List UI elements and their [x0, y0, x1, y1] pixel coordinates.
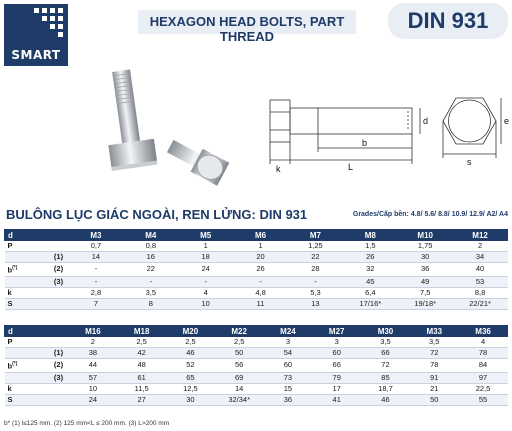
dim-s-label: s	[467, 157, 472, 167]
table-cell: 42	[117, 348, 166, 359]
header-cell: d	[5, 326, 49, 337]
row-label: b(*)	[5, 263, 49, 277]
row-label: S	[5, 298, 49, 309]
table-cell: 69	[215, 372, 264, 383]
table-cell: 55	[459, 394, 508, 405]
footnote: b* (1) l≤125 mm. (2) 125 mm<L ≤ 200 mm. (3) L>200 mm	[4, 420, 170, 427]
table-header-row	[5, 230, 508, 241]
row-sub-label: (1)	[49, 348, 69, 359]
table-cell: 40	[453, 263, 508, 277]
table-cell: 3	[312, 337, 361, 348]
table-cell: 22	[123, 263, 178, 277]
row-sub-label	[49, 394, 69, 405]
table-cell: 18	[178, 252, 233, 263]
table-cell: -	[233, 276, 288, 287]
header-cell: M36	[459, 326, 508, 337]
table-row	[5, 276, 508, 287]
row-sub-label	[49, 241, 69, 252]
table-cell: 8	[123, 298, 178, 309]
row-sub-label: (3)	[49, 372, 69, 383]
table-cell: 45	[343, 276, 398, 287]
row-label	[5, 348, 49, 359]
table-cell: 38	[69, 348, 118, 359]
header-cell: M3	[69, 230, 124, 241]
table-cell: 1,75	[398, 241, 453, 252]
table-cell: 21	[410, 383, 459, 394]
dim-L-label: L	[348, 162, 354, 172]
table-cell: 73	[264, 372, 313, 383]
table-cell: 1,5	[343, 241, 398, 252]
brand-name: SMART	[11, 48, 61, 62]
row-label	[5, 252, 49, 263]
header-cell: M22	[215, 326, 264, 337]
table-cell: 26	[343, 252, 398, 263]
table-cell: 26	[233, 263, 288, 277]
table-cell: 2,5	[117, 337, 166, 348]
table-cell: 46	[361, 394, 410, 405]
dim-k-label: k	[276, 164, 281, 174]
table-cell: 61	[117, 372, 166, 383]
header-cell: M33	[410, 326, 459, 337]
row-sub-label: (2)	[49, 263, 69, 277]
table-cell: 7,5	[398, 287, 453, 298]
row-label: P	[5, 337, 49, 348]
table-cell: 84	[459, 359, 508, 373]
header-cell	[49, 230, 69, 241]
table-cell: 78	[459, 348, 508, 359]
table-cell: 60	[312, 348, 361, 359]
row-label	[5, 372, 49, 383]
table-row	[5, 359, 508, 373]
product-title-bar	[138, 10, 356, 44]
header-cell: M27	[312, 326, 361, 337]
table-cell: 50	[410, 394, 459, 405]
row-label: k	[5, 383, 49, 394]
row-label: b(*)	[5, 359, 49, 373]
table-cell: 32	[343, 263, 398, 277]
standard-label: DIN 931	[407, 8, 489, 33]
table-cell: 79	[312, 372, 361, 383]
table-cell: 66	[361, 348, 410, 359]
standard-badge	[388, 3, 508, 39]
table-cell: 0,7	[69, 241, 124, 252]
table-cell: 6,4	[343, 287, 398, 298]
table-cell: 10	[178, 298, 233, 309]
row-sub-label	[49, 383, 69, 394]
table-row	[5, 252, 508, 263]
table-cell: 72	[361, 359, 410, 373]
table-cell: -	[69, 263, 124, 277]
table-cell: -	[178, 276, 233, 287]
smart-logo	[4, 4, 68, 66]
row-label: P	[5, 241, 49, 252]
table-cell: 36	[264, 394, 313, 405]
table-cell: 4	[459, 337, 508, 348]
header-cell: M5	[178, 230, 233, 241]
header-cell: d	[5, 230, 49, 241]
table-cell: 22,5	[459, 383, 508, 394]
table-cell: 48	[117, 359, 166, 373]
table-cell: 12,5	[166, 383, 215, 394]
table-cell: 11	[233, 298, 288, 309]
table-cell: 36	[398, 263, 453, 277]
table-cell: 56	[215, 359, 264, 373]
table-cell: 72	[410, 348, 459, 359]
table-cell: 17/16*	[343, 298, 398, 309]
table-cell: 24	[69, 394, 118, 405]
table-cell: 2	[453, 241, 508, 252]
table-cell: 4	[178, 287, 233, 298]
header-cell: M12	[453, 230, 508, 241]
section-title: BULÔNG LỤC GIÁC NGOÀI, REN LỬNG: DIN 931	[6, 207, 308, 222]
header-cell: M8	[343, 230, 398, 241]
dim-b-label: b	[362, 138, 368, 148]
header-cell: M6	[233, 230, 288, 241]
table-cell: 5,3	[288, 287, 343, 298]
table-cell: 27	[117, 394, 166, 405]
table-cell: 91	[410, 372, 459, 383]
table-cell: 30	[398, 252, 453, 263]
header-cell: M18	[117, 326, 166, 337]
row-sub-label: (2)	[49, 359, 69, 373]
table-cell: 19/18*	[398, 298, 453, 309]
table-cell: 41	[312, 394, 361, 405]
table-cell: 8,8	[453, 287, 508, 298]
grades-note: Grades/Cấp bền: 4.8/ 5.6/ 8.8/ 10.9/ 12.9/ A2/ A4	[352, 211, 508, 218]
table-cell: 7	[69, 298, 124, 309]
table-cell: 2	[69, 337, 118, 348]
header-cell: M30	[361, 326, 410, 337]
table-cell: -	[123, 276, 178, 287]
table-header-row	[5, 326, 508, 337]
table-cell: 10	[69, 383, 118, 394]
table-cell: 3	[264, 337, 313, 348]
table-cell: 20	[233, 252, 288, 263]
table-cell: 14	[69, 252, 124, 263]
table-cell: 0,8	[123, 241, 178, 252]
header-cell: M10	[398, 230, 453, 241]
header-cell: M4	[123, 230, 178, 241]
table-cell: 16	[123, 252, 178, 263]
row-label-sup: (*)	[12, 265, 18, 271]
table-cell: 2,8	[69, 287, 124, 298]
row-sub-label	[49, 337, 69, 348]
table-row	[5, 372, 508, 383]
header-cell: M7	[288, 230, 343, 241]
table-cell: 2,5	[215, 337, 264, 348]
table-row	[5, 241, 508, 252]
table-row	[5, 383, 508, 394]
table-cell: 34	[453, 252, 508, 263]
table-cell: 1,25	[288, 241, 343, 252]
dim-e-label: e	[504, 116, 510, 126]
table-cell: 1	[178, 241, 233, 252]
header-cell: M16	[69, 326, 118, 337]
table-cell: 28	[288, 263, 343, 277]
table-cell: 65	[166, 372, 215, 383]
table-row	[5, 394, 508, 405]
table-cell: 57	[69, 372, 118, 383]
table-cell: 3,5	[123, 287, 178, 298]
header-cell: M20	[166, 326, 215, 337]
table-cell: 30	[166, 394, 215, 405]
table-cell: 1	[233, 241, 288, 252]
row-label: k	[5, 287, 49, 298]
row-sub-label	[49, 298, 69, 309]
table-cell: 60	[264, 359, 313, 373]
row-sub-label: (3)	[49, 276, 69, 287]
product-title: HEXAGON HEAD BOLTS, PART THREAD	[149, 14, 345, 44]
bolts-photo	[80, 52, 240, 202]
table-row	[5, 348, 508, 359]
table-cell: 11,5	[117, 383, 166, 394]
table-row	[5, 287, 508, 298]
table-cell: 18,7	[361, 383, 410, 394]
header-cell	[49, 326, 69, 337]
row-label	[5, 276, 49, 287]
table-cell: 13	[288, 298, 343, 309]
table-cell: 46	[166, 348, 215, 359]
table-row	[5, 263, 508, 277]
table-cell: 97	[459, 372, 508, 383]
table-cell: 54	[264, 348, 313, 359]
table-cell: 2,5	[166, 337, 215, 348]
row-sub-label: (1)	[49, 252, 69, 263]
table-row	[5, 337, 508, 348]
row-sub-label	[49, 287, 69, 298]
bolt-dimension-drawing	[258, 88, 512, 188]
dimension-table-small	[4, 229, 508, 310]
table-cell: 15	[264, 383, 313, 394]
table-cell: 22/21*	[453, 298, 508, 309]
table-cell: 85	[361, 372, 410, 383]
table-cell: 49	[398, 276, 453, 287]
dimension-table-large	[4, 325, 508, 406]
row-label: S	[5, 394, 49, 405]
table-cell: 3,5	[361, 337, 410, 348]
dim-d-label: d	[423, 116, 429, 126]
table-cell: 52	[166, 359, 215, 373]
table-cell: 17	[312, 383, 361, 394]
table-cell: 14	[215, 383, 264, 394]
table-cell: 53	[453, 276, 508, 287]
table-cell: 22	[288, 252, 343, 263]
table-cell: 32/34*	[215, 394, 264, 405]
table-cell: -	[288, 276, 343, 287]
table-cell: 3,5	[410, 337, 459, 348]
table-cell: 4,8	[233, 287, 288, 298]
table-cell: 44	[69, 359, 118, 373]
row-label-sup: (*)	[12, 361, 18, 367]
logo-grid-icon	[34, 8, 64, 38]
table-cell: 78	[410, 359, 459, 373]
table-cell: 24	[178, 263, 233, 277]
header-cell: M24	[264, 326, 313, 337]
table-cell: 66	[312, 359, 361, 373]
table-cell: -	[69, 276, 124, 287]
table-cell: 50	[215, 348, 264, 359]
table-row	[5, 298, 508, 309]
